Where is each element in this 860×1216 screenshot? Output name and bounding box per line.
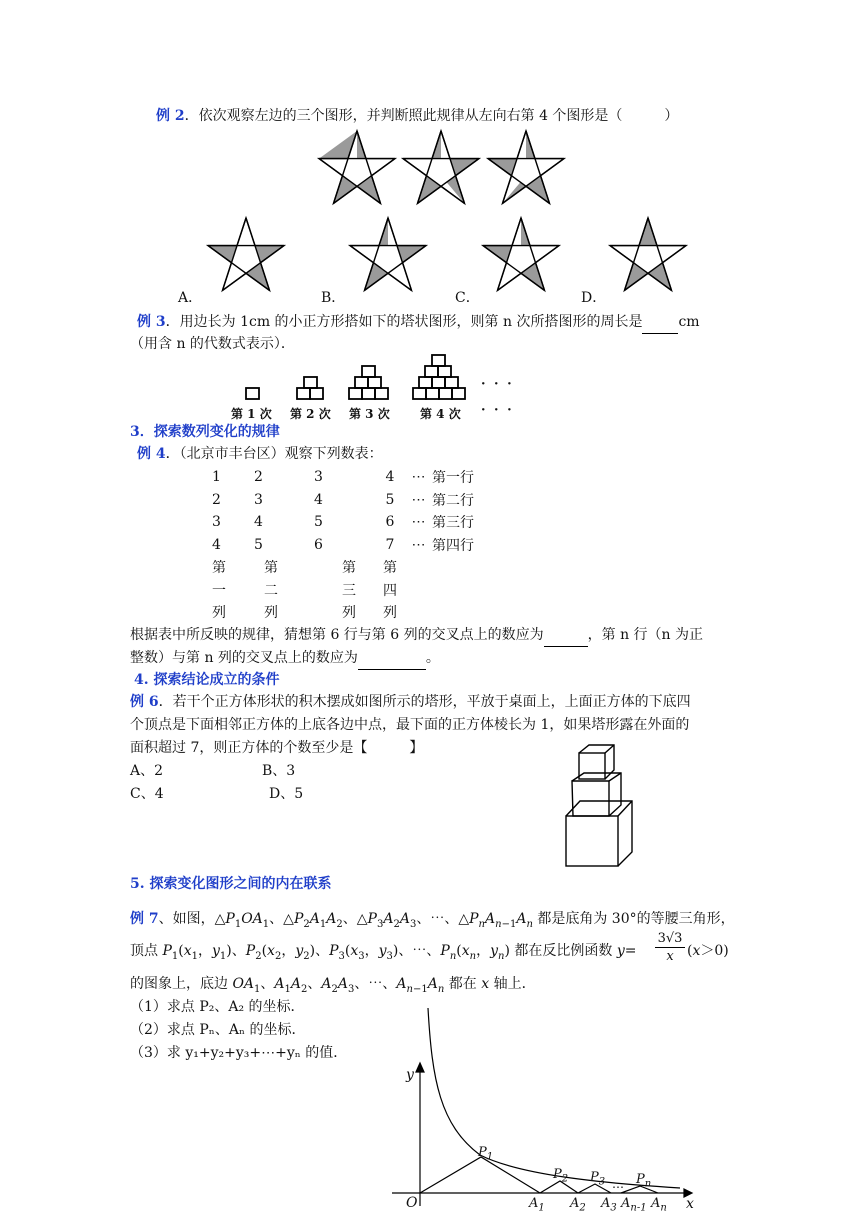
label-p2: $P_2$	[553, 1167, 569, 1185]
caption-4: 第 4 次	[420, 407, 461, 421]
option-c-label: C．	[455, 290, 480, 306]
graph-axis-x: x	[686, 1196, 694, 1212]
caption-dots: · · ·	[481, 403, 514, 418]
cell: 1	[212, 469, 221, 486]
cell: 6	[314, 536, 323, 553]
ex6-line2: 个顶点是下面相邻正方体的上底各边中点，最下面的正方体棱长为 1，如果塔形露在外面的	[130, 717, 690, 733]
cell: ⋯	[411, 536, 426, 553]
cell: 7	[385, 536, 395, 553]
ex6-text1: ．若干个正方体形状的积木摆成如图所示的塔形，平放于桌面上，上面正方体的下底四	[158, 694, 691, 710]
section-5-title: 5. 探索变化图形之间的内在联系	[130, 876, 332, 892]
ex6-line3: 面积超过 7，则正方体的个数至少是【 】	[130, 740, 424, 756]
ex6-option-a: A、2	[130, 763, 164, 779]
caption-1: 第 1 次	[231, 407, 272, 421]
cell: 一	[212, 582, 226, 599]
cell: 5	[314, 514, 323, 531]
label-pn: $P_n$	[636, 1172, 652, 1190]
ex7-q2: （2）求点 Pₙ、Aₙ 的坐标．	[130, 1022, 306, 1038]
cell: 3	[254, 491, 263, 508]
cell: 四	[383, 582, 397, 599]
ex4-q1: 根据表中所反映的规律，猜想第 6 行与第 6 列的交叉点上的数应为	[130, 627, 544, 643]
cell: 3	[314, 469, 323, 486]
section-3-title: 3．探索数列变化的规律	[130, 424, 280, 440]
ex3-text1: ．用边长为 1cm 的小正方形搭如下的塔状图形，则第 n 次所搭图形的周长是	[165, 314, 643, 330]
ex2-label: 例 2	[156, 108, 185, 124]
cell: 4	[212, 536, 221, 553]
cell: 第三行	[432, 515, 474, 532]
ex6-option-c: C、4	[130, 786, 164, 802]
ex6-option-b: B、3	[262, 763, 296, 779]
ex7-label: 例 7	[130, 911, 159, 927]
ex3-unit: cm	[678, 314, 700, 330]
cell: 第	[383, 560, 397, 577]
cell: 列	[342, 605, 356, 622]
cell: 4	[314, 491, 323, 508]
ex4-q4: 。	[425, 650, 440, 666]
cell: 列	[264, 605, 278, 622]
tower-dots-top: · · ·	[481, 377, 514, 392]
cell: ⋯	[411, 491, 426, 508]
label-a3: $A_3$	[601, 1196, 617, 1214]
cell: 3	[212, 514, 221, 531]
label-a1: $A_1$	[529, 1196, 545, 1214]
cell: 2	[212, 491, 221, 508]
label-dots: ⋯	[612, 1180, 624, 1194]
ex4-label: 例 4	[137, 446, 166, 462]
option-b-label: B．	[321, 290, 346, 306]
option-d-label: D．	[581, 290, 607, 306]
ex3-text2: （用含 n 的代数式表示）．	[130, 336, 295, 352]
ex7-q3: （3）求 y₁+y₂+y₃+⋯+yₙ 的值．	[130, 1045, 348, 1061]
cell: 第二行	[432, 492, 474, 509]
label-an: $A_n$	[651, 1196, 667, 1214]
cell: ⋯	[411, 514, 426, 531]
cell: 第	[212, 560, 226, 577]
caption-2: 第 2 次	[290, 407, 331, 421]
cell: 4	[385, 469, 395, 486]
cell: 6	[385, 514, 395, 531]
cell: 二	[264, 582, 278, 599]
label-a2: $A_2$	[570, 1196, 586, 1214]
ex6-option-d: D、5	[269, 786, 304, 802]
cell: 列	[383, 605, 397, 622]
fraction: 3√3 x	[655, 930, 685, 965]
cell: ⋯	[411, 469, 426, 486]
ex7-q1: （1）求点 P₂、A₂ 的坐标．	[130, 999, 305, 1015]
ex7-line3: 的图象上，底边 $OA_1$、$A_1A_2$、$A_2A_3$、⋯、$A_{n-1}A_n$ 都在 x 轴上．	[130, 976, 536, 995]
cell: 第	[342, 560, 356, 577]
cell: 第	[264, 560, 278, 577]
ex2-text: ．依次观察左边的三个图形，并判断照此规律从左向右第 4 个图形是（ ）	[184, 108, 679, 124]
cell: 5	[385, 491, 395, 508]
ex4-text: ．（北京市丰台区）观察下列数表：	[165, 446, 383, 462]
option-a-label: A．	[178, 290, 203, 306]
ex4-q3: 整数）与第 n 列的交叉点上的数应为	[130, 650, 358, 666]
ex3-label: 例 3	[137, 314, 166, 330]
cell: 三	[342, 582, 356, 599]
ex7-line1: 例 7、如图，$\triangle P_1OA_1$、$\triangle P_2A_1A_2$、$\triangle P_3A_2A_3$、⋯、$\triangle P_nA_{n-1}A_n$ 都是底角为 30°的等腰三角形，	[130, 911, 735, 930]
label-an-1: $A_{n-1}$	[621, 1196, 647, 1214]
ex7-domain: (x＞0)	[687, 943, 729, 959]
graph-axis-y: y	[406, 1067, 414, 1083]
ex6-label: 例 6	[130, 694, 159, 710]
cell: 2	[254, 469, 263, 486]
cell: 4	[254, 514, 263, 531]
caption-3: 第 3 次	[349, 407, 390, 421]
ex4-q2: ，第 n 行（n 为正	[587, 627, 704, 643]
ex7-line2: 顶点 $P_1(x_1$，$y_1$)、$P_2(x_2$，$y_2$)、$P_3(x_3$，$y_3$)、⋯、$P_n(x_n$，$y_n$) 都在反比例函数 y=	[130, 943, 637, 962]
label-p1: $P_1$	[478, 1145, 494, 1163]
cell: 第一行	[432, 470, 474, 487]
cell: 第四行	[432, 537, 474, 554]
section-4-title: 4. 探索结论成立的条件	[134, 672, 280, 688]
graph-origin: O	[406, 1195, 418, 1211]
cell: 列	[212, 605, 226, 622]
cell: 5	[254, 536, 263, 553]
label-p3: $P_3$	[590, 1170, 606, 1188]
